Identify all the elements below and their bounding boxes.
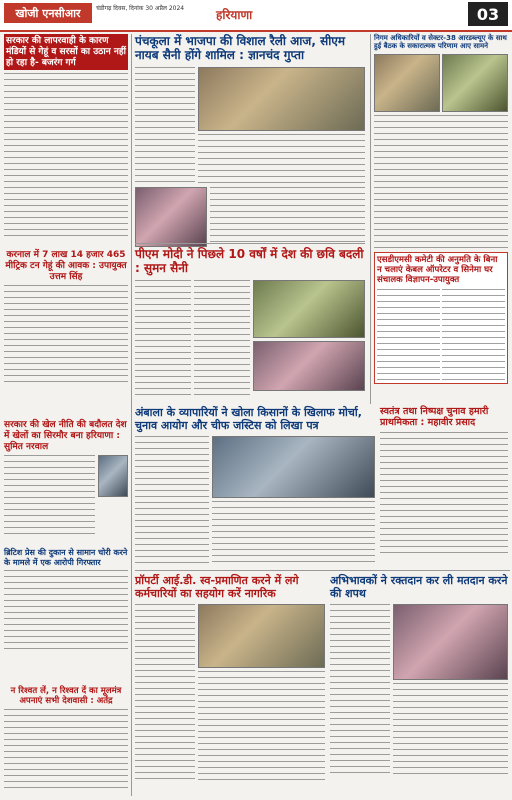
body-text — [198, 134, 365, 184]
column-divider — [131, 34, 132, 796]
headline: पीएम मोदी ने पिछले 10 वर्षों में देश की छवि बदली : सुमन सैनी — [135, 247, 364, 276]
body-text — [330, 604, 390, 778]
body-text — [4, 285, 128, 385]
blood-donation-photo — [393, 604, 508, 680]
headline: अभिभावकों ने रक्तदान कर ली मतदान करने की शपथ — [330, 574, 508, 601]
headline: न रिश्वत लें, न रिश्वत दें का मूलमंत्र अपनाएं सभी देशवासी : अतेंद्र — [10, 686, 122, 707]
meeting-photo — [374, 54, 440, 112]
traders-photo — [212, 436, 375, 498]
headline: ब्रिटिश प्रेस की दुकान से सामान चोरी करने के मामले में एक आरोपी गिरफ्तार — [4, 548, 128, 567]
body-text — [135, 280, 191, 400]
story-ambala-traders — [135, 406, 375, 565]
body-text — [442, 289, 505, 381]
rally-photo — [198, 67, 365, 131]
story-wheat-arrival — [4, 250, 128, 385]
meeting-photo — [253, 280, 365, 338]
dateline: चंडीगढ़ दिवस, दिनांक 30 अप्रैल 2024 — [96, 5, 185, 12]
body-text — [135, 436, 209, 564]
headline: करनाल में 7 लाख 14 हजार 465 मीट्रिक टन गेहूं की आवक : उपायुक्त उत्तम सिंह — [5, 250, 127, 282]
body-text — [212, 501, 375, 565]
story-british-arrest — [4, 548, 128, 654]
headline: सरकार की लापरवाही के कारण मंडियों से गेहूं व सरसों का उठान नहीं हो रहा है- बजरंग गर्ग — [6, 36, 126, 68]
body-text — [210, 187, 365, 245]
headline: सरकार की खेल नीति की बदौलत देश में खेलों का सिरमौर बना हरियाणा : सुमित नरवाल — [4, 420, 127, 452]
newspaper-brand: खोजी एनसीआर — [4, 3, 92, 23]
section-divider — [135, 243, 365, 244]
body-text — [135, 67, 195, 182]
masthead — [0, 0, 512, 32]
headline: पंचकूला में भाजपा की विशाल रैली आज, सीएम नायब सैनी होंगे शामिल : ज्ञानचंद गुप्ता — [135, 34, 346, 63]
body-text — [380, 432, 508, 558]
meeting-photo-2 — [253, 341, 365, 391]
story-pm-modi — [135, 247, 365, 400]
section-divider — [135, 570, 510, 571]
story-fair-election — [380, 406, 508, 558]
body-text — [4, 73, 128, 239]
page-number: 03 — [468, 2, 508, 26]
column-divider — [370, 34, 371, 404]
story-election-officers — [374, 34, 508, 255]
body-text — [198, 671, 325, 781]
section-title: हरियाणा — [216, 8, 253, 22]
portrait-photo — [98, 455, 128, 497]
body-text — [374, 115, 508, 255]
body-text — [4, 570, 128, 654]
body-text — [377, 289, 440, 381]
body-text — [4, 455, 95, 535]
event-photo — [135, 187, 207, 247]
body-text — [393, 683, 508, 779]
story-sdm-committee — [374, 252, 508, 384]
story-farmers-rain — [4, 34, 128, 239]
story-bribe — [4, 686, 128, 789]
story-sports-policy — [4, 420, 128, 535]
headline: अंबाला के व्यापारियों ने खोला किसानों के खिलाफ मोर्चा, चुनाव आयोग और चीफ जस्टिस को लिखा पत्र — [135, 406, 362, 433]
body-text — [194, 280, 250, 400]
story-panchkula-rally — [135, 34, 365, 247]
headline: स्वतंत्र तथा निष्पक्ष चुनाव हमारी प्राथमिकता : महावीर प्रसाद — [380, 406, 489, 429]
headline: एसडीएमसी कमेटी की अनुमति के बिना न चलाएं केबल ऑपरेटर व सिनेमा घर संचालक विज्ञापन-उपायुक्त — [377, 255, 498, 286]
headline: निगम अधिकारियों व सेक्टर-38 आरडब्ल्यूए के साथ हुई बैठक के सकारात्मक परिणाम आए सामने — [374, 34, 507, 51]
headline: प्रॉपर्टी आई.डी. स्व-प्रमाणित करने में लगे कर्मचारियों का सहयोग करें नागरिक — [135, 574, 299, 601]
story-parents-oath — [330, 574, 508, 779]
meeting-photo-2 — [442, 54, 508, 112]
body-text — [4, 709, 128, 789]
officials-photo — [198, 604, 325, 668]
story-property-id — [135, 574, 325, 781]
body-text — [135, 604, 195, 780]
